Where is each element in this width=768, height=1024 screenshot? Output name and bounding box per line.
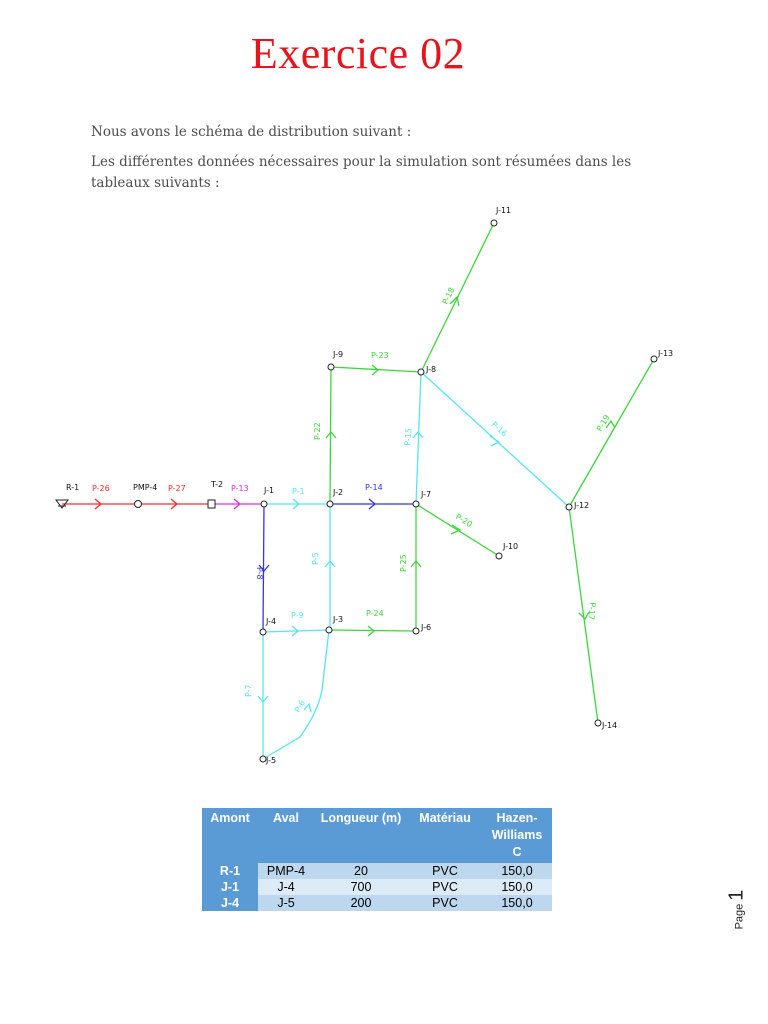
label-p20: P-20: [453, 512, 474, 530]
junction-j12: [566, 504, 572, 510]
label-p8: P-8: [255, 567, 264, 580]
arrow-p16: [490, 436, 499, 446]
tank-icon: [208, 500, 215, 508]
label-j3: J-3: [333, 615, 344, 624]
pump-icon: [135, 501, 142, 508]
label-p26: P-26: [92, 484, 110, 493]
label-t2: T-2: [211, 480, 224, 489]
pipe-p20: [416, 504, 499, 556]
cell-aval: J-4: [258, 879, 314, 895]
header-longueur: Longueur (m): [314, 808, 408, 863]
cell-hazen: 150,0: [482, 895, 552, 911]
junction-j7: [413, 501, 419, 507]
cell-materiau: PVC: [408, 863, 482, 879]
label-j8: J-8: [426, 365, 437, 374]
table-row: [202, 879, 552, 895]
cell-materiau: PVC: [408, 879, 482, 895]
label-p16: P-16: [489, 419, 509, 439]
pipe-p15: [416, 372, 421, 504]
junction-j13: [651, 356, 657, 362]
pipe-p6: [263, 630, 329, 759]
label-j2: J-2: [333, 488, 344, 497]
pipe-p19: [569, 359, 654, 507]
table-row: [202, 895, 552, 911]
junction-j10: [496, 553, 502, 559]
label-p27: P-27: [168, 484, 186, 493]
cell-aval: J-5: [258, 895, 314, 911]
pipe-p9: [263, 630, 329, 632]
header-amont: Amont: [202, 808, 258, 863]
label-j13: J-13: [658, 349, 674, 358]
junction-j3: [326, 627, 332, 633]
page-title: Exercice 02: [250, 29, 466, 78]
label-p19: P-19: [594, 413, 612, 433]
header-aval: Aval: [258, 808, 314, 863]
junction-j4: [260, 629, 266, 635]
cell-aval: PMP-4: [258, 863, 314, 879]
cell-longueur: 20: [314, 863, 408, 879]
cell-hazen: 150,0: [482, 879, 552, 895]
header-materiau: Matériau: [408, 808, 482, 863]
header-hazen-williams: Hazen-Williams C: [482, 808, 552, 863]
label-p18: P-18: [440, 286, 457, 306]
label-p9: P-9: [291, 611, 304, 620]
label-p22: P-22: [313, 422, 322, 440]
label-j12: J-12: [574, 501, 590, 510]
junction-j8: [418, 369, 424, 375]
junction-j9: [328, 364, 334, 370]
intro-paragraph: Nous avons le schéma de distribution suivant :: [91, 124, 412, 140]
label-j9: J-9: [333, 350, 344, 359]
junction-j14: [595, 720, 601, 726]
junction-j6: [413, 628, 419, 634]
table-header-row: [202, 808, 552, 863]
label-j1: J-1: [264, 486, 275, 495]
page-number: [707, 880, 767, 930]
cell-materiau: PVC: [408, 895, 482, 911]
label-p13: P-13: [231, 484, 249, 493]
label-j4: J-4: [266, 617, 277, 626]
label-pmp4: PMP-4: [133, 483, 158, 492]
label-p15: P-15: [403, 427, 414, 447]
label-j6: J-6: [421, 623, 432, 632]
junction-j1: [261, 501, 267, 507]
label-p14: P-14: [365, 483, 383, 492]
cell-longueur: 700: [314, 879, 408, 895]
data-paragraph: Les différentes données nécessaires pour la simulation sont résumées dans les tableaux suivants :: [91, 154, 632, 191]
cell-amont: J-1: [202, 879, 258, 895]
label-j14: J-14: [602, 721, 618, 730]
label-p23: P-23: [371, 351, 389, 360]
label-p25: P-25: [399, 554, 408, 572]
label-p17: P-17: [586, 601, 597, 621]
junction-j2: [327, 501, 333, 507]
label-j5: J-5: [266, 756, 277, 765]
label-p6: P-6: [292, 698, 308, 714]
junction-j11: [491, 220, 497, 226]
label-j7: J-7: [421, 490, 432, 499]
cell-amont: J-4: [202, 895, 258, 911]
cell-longueur: 200: [314, 895, 408, 911]
page-label: Page: [733, 903, 746, 930]
pipe-data-table: [202, 808, 552, 911]
cell-hazen: 150,0: [482, 863, 552, 879]
label-p7: P-7: [244, 684, 253, 697]
label-j11: J-11: [496, 206, 512, 215]
label-j10: J-10: [503, 542, 519, 551]
cell-amont: R-1: [202, 863, 258, 879]
label-r1: R-1: [66, 483, 80, 492]
pipe-labels: [92, 286, 612, 714]
pipe-p22: [330, 367, 331, 504]
table-row: [202, 863, 552, 879]
label-p1: P-1: [292, 487, 305, 496]
page-number-value: 1: [725, 889, 748, 901]
label-p5: P-5: [311, 552, 320, 565]
label-p24: P-24: [366, 609, 384, 618]
